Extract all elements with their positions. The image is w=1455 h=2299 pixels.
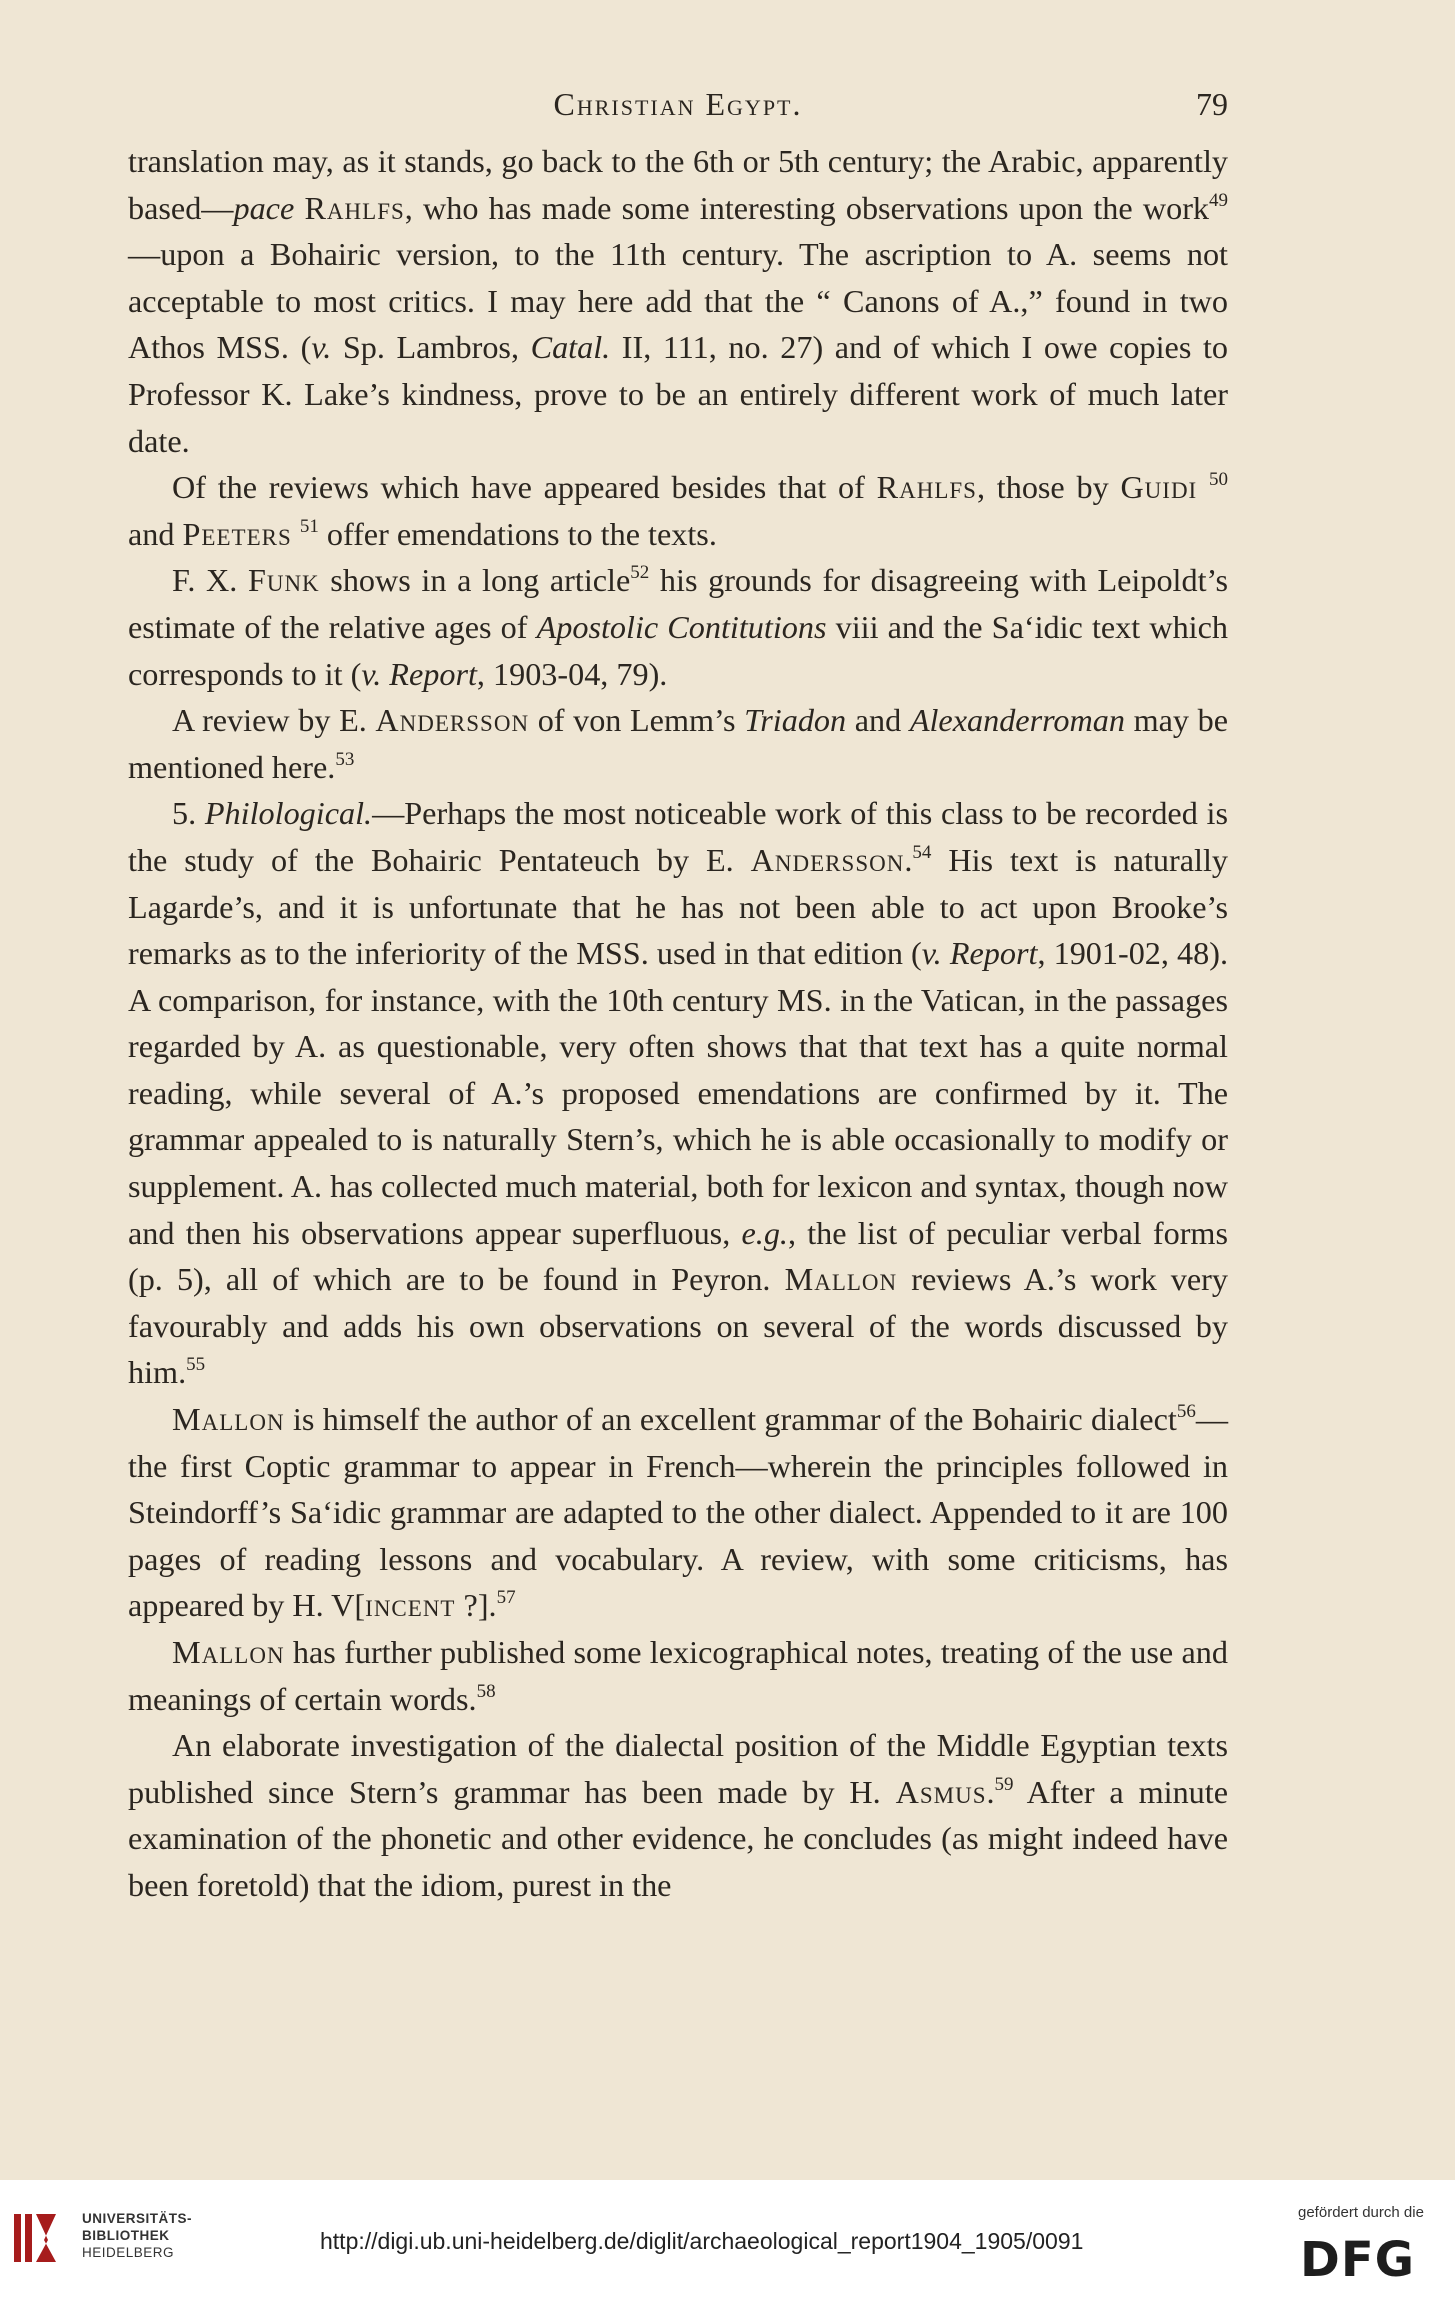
- text-run: reviews A.’s work very favourably and adds his own observations on several of the words discussed by him.: [128, 1261, 1228, 1391]
- text-run: shows in a long article: [319, 562, 631, 599]
- paragraph: [128, 697, 1228, 790]
- running-title: Christian Egypt.: [553, 86, 803, 122]
- library-name-line: UNIVERSITÄTS-: [82, 2211, 193, 2226]
- dfg-logo: DFG: [1300, 2232, 1416, 2288]
- text-run: Sp. Lambros,: [331, 329, 531, 366]
- italic-text: Apostolic Contitutions: [536, 608, 827, 645]
- text-run: A review by E.: [172, 702, 376, 739]
- text-run: —Perhaps the most noticeable work of this class to be recorded is the study of the Bohairic Pentateuch by E.: [128, 795, 1228, 878]
- small-caps-name: Rahlfs: [876, 469, 977, 506]
- footnote-ref: 59: [994, 1773, 1014, 1795]
- text-run: .: [986, 1773, 995, 1810]
- small-caps-name: Asmus: [895, 1773, 987, 1810]
- page-number: 79: [1196, 86, 1228, 122]
- small-caps-name: Andersson: [750, 841, 905, 878]
- library-name-line: BIBLIOTHEK: [82, 2228, 170, 2243]
- paragraph: [128, 464, 1228, 557]
- italic-text: v. Report: [921, 935, 1038, 972]
- text-run: , the list of peculiar verbal forms (p. 5), all of which are to be found in Peyron.: [128, 1214, 1228, 1298]
- text-run: translation may, as it stands, go back to the 6th or 5th century; the Arabic, apparently based—: [128, 143, 1228, 226]
- text-run: , who has made some interesting observations upon the work: [404, 189, 1210, 226]
- text-run: his grounds for disagreeing with Leipoldt’s estimate of the relative ages of: [128, 562, 1229, 645]
- text-run: and: [128, 515, 183, 552]
- text-run: , 1901-02, 48). A comparison, for instance, with the 10th century MS. in the Vatican, in the passages regarded by A. as questionable, very often shows that that text has a quite normal reading, while several of A.’s proposed emendations are confirmed by it. The grammar appealed to is naturally Stern’s, which he is able occasionally to modify or supplement. A. has collected much material, both for lexicon and syntax, though now and then his observations appear superfluous,: [128, 935, 1228, 1251]
- digitization-footer: [0, 2180, 1455, 2299]
- text-run: An elaborate investigation of the dialectal position of the Middle Egyptian texts published since Stern’s grammar has been made by H.: [128, 1727, 1228, 1810]
- small-caps-name: Mallon: [172, 1634, 285, 1670]
- text-run: 5.: [172, 795, 205, 832]
- text-run: and: [846, 702, 910, 739]
- body-text: [128, 138, 1228, 1909]
- paragraph: [128, 1722, 1228, 1908]
- small-caps-name: Mallon: [784, 1261, 898, 1298]
- paragraph: [128, 1629, 1228, 1722]
- book-page: [128, 72, 1228, 1909]
- text-run: II, 111, no. 27) and of which I owe copies to Professor K. Lake’s kindness, prove to be an entirely different work of much later date.: [128, 329, 1228, 459]
- italic-text: Triadon: [744, 702, 847, 739]
- text-run: [1197, 469, 1209, 505]
- text-run: is himself the author of an excellent grammar of the Bohairic dialect: [284, 1401, 1177, 1438]
- text-run: —upon a Bohairic version, to the 11th century. The ascription to A. seems not acceptable to most critics. I may here add that the “ Canons of A.,” found in two Athos MSS. (: [128, 236, 1228, 366]
- text-run: F. X.: [172, 562, 248, 599]
- library-name: [82, 2210, 192, 2261]
- funding-note: gefördert durch die: [1298, 2204, 1424, 2221]
- text-run: offer emendations to the texts.: [318, 515, 717, 552]
- library-name-line: HEIDELBERG: [82, 2245, 175, 2260]
- footnote-ref: 49: [1209, 189, 1229, 211]
- text-run: may be mentioned here.: [128, 702, 1228, 785]
- small-caps-name: Mallon: [172, 1401, 285, 1438]
- text-run: , 1903-04, 79).: [476, 655, 668, 692]
- small-caps-name: Funk: [247, 562, 320, 599]
- text-run: —the first Coptic grammar to appear in French—wherein the principles followed in Steindorff’s Sa‘idic grammar are adapted to the other dialect. Appended to it are 100 pages of reading lessons and vocabulary. A review, with some criticisms, has appeared by H. V[: [128, 1401, 1228, 1624]
- footnote-ref: 55: [186, 1354, 206, 1376]
- footnote-ref: 57: [496, 1587, 516, 1609]
- small-caps-name: Guidi: [1120, 469, 1198, 506]
- footnote-ref: 50: [1209, 469, 1228, 491]
- footnote-ref: 51: [299, 515, 319, 537]
- library-logo-icon: [12, 2208, 64, 2268]
- text-run: of von Lemm’s: [529, 702, 745, 739]
- text-run: ?].: [455, 1587, 497, 1624]
- small-caps-name: Rahlfs: [304, 189, 405, 226]
- italic-text: v. Report: [361, 655, 477, 692]
- italic-text: v.: [311, 329, 332, 366]
- italic-text: Philological.: [204, 795, 373, 832]
- text-run: [292, 516, 300, 552]
- italic-text: e.g.: [741, 1214, 788, 1251]
- text-run: [294, 190, 304, 226]
- text-run: Of the reviews which have appeared besides that of: [172, 469, 877, 506]
- paragraph: [128, 1396, 1228, 1629]
- italic-text: Alexanderroman: [909, 702, 1125, 739]
- text-run: , those by: [976, 469, 1121, 506]
- running-header: [128, 72, 1228, 138]
- italic-text: pace: [233, 189, 295, 226]
- text-run: His text is naturally Lagarde’s, and it is unfortunate that he has not been able to act upon Brooke’s remarks as to the inferiority of the MSS. used in that edition (: [128, 841, 1228, 972]
- text-run: has further published some lexicographical notes, treating of the use and meanings of certain words.: [128, 1634, 1228, 1717]
- paragraph: [128, 557, 1228, 697]
- footnote-ref: 58: [476, 1680, 496, 1702]
- permalink-url[interactable]: http://digi.ub.uni-heidelberg.de/diglit/archaeological_report1904_1905/0091: [320, 2228, 1084, 2254]
- text-run: After a minute examination of the phonetic and other evidence, he concludes (as might indeed have been foretold) that the idiom, purest in the: [128, 1773, 1228, 1903]
- text-run: .: [904, 841, 913, 878]
- footnote-ref: 53: [335, 748, 355, 770]
- footnote-ref: 52: [630, 562, 650, 584]
- small-caps-name: incent: [365, 1587, 456, 1624]
- small-caps-name: Andersson: [375, 702, 530, 739]
- small-caps-name: Peeters: [182, 515, 292, 552]
- footnote-ref: 56: [1176, 1401, 1196, 1423]
- paragraph: [128, 790, 1228, 1396]
- text-run: viii and the Sa‘idic text which corresponds to it (: [128, 608, 1229, 692]
- paragraph: [128, 138, 1228, 464]
- italic-text: Catal.: [530, 329, 611, 366]
- footnote-ref: 54: [912, 841, 932, 863]
